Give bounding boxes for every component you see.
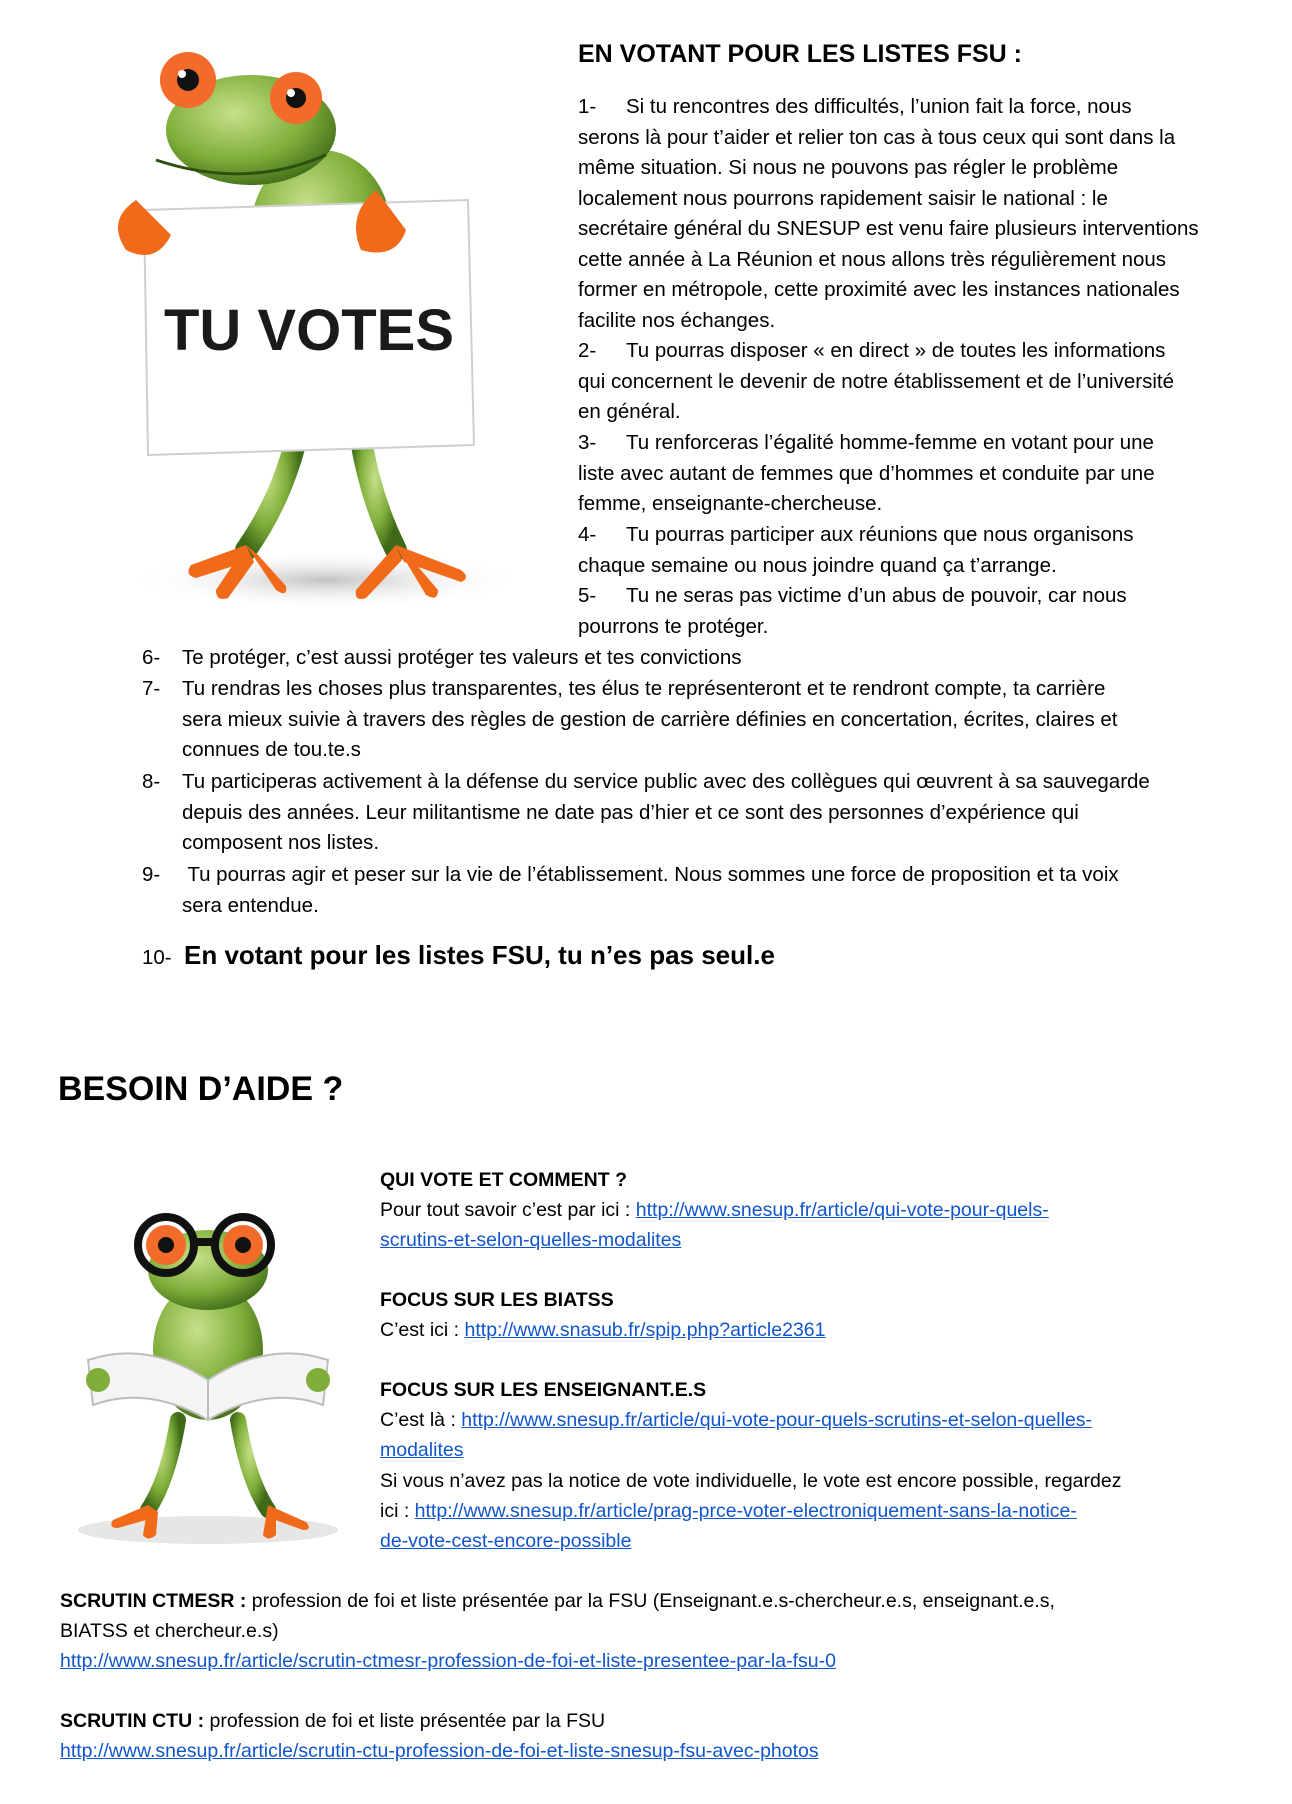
item-line: Si tu rencontres des difficultés, l’union fait la force, nous	[626, 95, 1132, 118]
ctmesr-title: SCRUTIN CTMESR :	[60, 1590, 247, 1612]
sign-text: TU VOTES	[163, 298, 455, 363]
focus-ens-note-line2	[380, 1496, 1077, 1527]
focus-biatss-prefix: C’est ici :	[380, 1319, 465, 1341]
notice-link-part2[interactable]: de-vote-cest-encore-possible	[380, 1530, 632, 1552]
item-line: qui concernent le devenir de notre établissement et de l’université	[578, 369, 1174, 393]
focus-ens-title: FOCUS SUR LES ENSEIGNANT.E.S	[380, 1379, 707, 1401]
ctmesr-line	[60, 1586, 1055, 1617]
list-item	[142, 860, 1119, 891]
list-item	[142, 674, 1105, 705]
ctmesr-text-line2: BIATSS et chercheur.e.s)	[60, 1620, 279, 1642]
qui-vote-prefix: Pour tout savoir c’est par ici :	[380, 1199, 636, 1221]
ctu-text: profession de foi et liste présentée par la FSU	[204, 1710, 606, 1732]
item-line: même situation. Si nous ne pouvons pas régler le problème	[578, 156, 1119, 179]
list-item	[142, 767, 1150, 798]
item-number: 8-	[142, 770, 161, 793]
item-number: 4-	[578, 523, 597, 546]
item-line: secrétaire général du SNESUP est venu faire plusieurs interventions	[578, 217, 1199, 240]
list-item	[578, 428, 1154, 459]
list-item	[142, 643, 741, 674]
focus-ens-note: Si vous n’avez pas la notice de vote individuelle, le vote est encore possible, regardez	[380, 1470, 1122, 1492]
item-line: chaque semaine ou nous joindre quand ça t’arrange.	[578, 553, 1057, 577]
qui-vote-link-part2[interactable]: scrutins-et-selon-quelles-modalites	[380, 1229, 682, 1251]
item-number: 3-	[578, 431, 597, 454]
item-line: sera mieux suivie à travers des règles de gestion de carrière définies en concertation, écrites, claires et	[182, 707, 1118, 731]
item-number: 9-	[142, 863, 161, 886]
item-line: Tu pourras disposer « en direct » de toutes les informations	[626, 339, 1166, 362]
item-number: 5-	[578, 584, 597, 607]
ctu-link[interactable]: http://www.snesup.fr/article/scrutin-ctu-profession-de-foi-et-liste-snesup-fsu-avec-photos	[60, 1740, 819, 1762]
focus-ens-link[interactable]: http://www.snesup.fr/article/qui-vote-pour-quels-scrutins-et-selon-quelles-	[461, 1409, 1093, 1431]
help-heading: BESOIN D’AIDE ?	[58, 1070, 344, 1108]
frog-holding-sign-illustration	[96, 50, 536, 610]
list-item	[578, 520, 1134, 551]
item-line: sera entendue.	[182, 893, 319, 917]
focus-biatss-link[interactable]: http://www.snasub.fr/spip.php?article2361	[464, 1319, 826, 1341]
qui-vote-line	[380, 1195, 1049, 1226]
item-number: 7-	[142, 677, 161, 700]
item-number: 10-	[142, 946, 172, 969]
ctu-title: SCRUTIN CTU :	[60, 1710, 205, 1732]
qui-vote-link[interactable]: http://www.snesup.fr/article/qui-vote-pour-quels-	[635, 1199, 1049, 1221]
focus-ens-prefix: C’est là :	[380, 1409, 462, 1431]
notice-link[interactable]: http://www.snesup.fr/article/prag-prce-voter-electroniquement-sans-la-notice-	[414, 1500, 1077, 1522]
ctu-link-row[interactable]	[60, 1736, 819, 1767]
item-line: pourrons te protéger.	[578, 614, 769, 638]
item-line: depuis des années. Leur militantisme ne date pas d’hier et ce sont des personnes d’expérience qui	[182, 800, 1079, 824]
item-line: cette année à La Réunion et nous allons très régulièrement nous	[578, 247, 1167, 271]
item-line: serons là pour t’aider et relier ton cas à tous ceux qui sont dans la	[578, 125, 1176, 149]
list-item	[578, 92, 1132, 123]
item-line: localement nous pourrons rapidement saisir le national : le	[578, 186, 1108, 210]
focus-ens-note-prefix: ici :	[380, 1500, 415, 1522]
notice-link-continued[interactable]	[380, 1526, 631, 1557]
item-line: Tu ne seras pas victime d’un abus de pouvoir, car nous	[626, 584, 1127, 607]
item-line: connues de tou.te.s	[182, 738, 361, 761]
item-line: former en métropole, cette proximité avec les instances nationales	[578, 278, 1180, 301]
item-line: en général.	[578, 400, 681, 423]
item-line: Tu rendras les choses plus transparentes, tes élus te représenteront et te rendront compte, ta carrière	[182, 677, 1106, 700]
fsu-vote-heading: EN VOTANT POUR LES LISTES FSU :	[578, 40, 1023, 68]
ctu-line	[60, 1706, 605, 1737]
item-number: 1-	[578, 95, 597, 118]
item-number: 6-	[142, 646, 161, 669]
qui-vote-link-continued[interactable]	[380, 1225, 681, 1256]
item-line: facilite nos échanges.	[578, 308, 776, 332]
list-item	[578, 336, 1165, 367]
list-item-10	[142, 940, 775, 971]
ctmesr-link-row[interactable]	[60, 1646, 836, 1677]
item-line: Tu pourras agir et peser sur la vie de l’établissement. Nous sommes une force de proposition et ta voix	[182, 863, 1119, 886]
item-line: Tu participeras activement à la défense du service public avec des collègues qui œuvrent à sa sauvegarde	[182, 770, 1150, 793]
item-line: Tu pourras participer aux réunions que nous organisons	[626, 523, 1134, 546]
focus-ens-link-continued[interactable]	[380, 1435, 463, 1466]
item-line: femme, enseignante-chercheuse.	[578, 492, 883, 515]
ctmesr-text: profession de foi et liste présentée par la FSU (Enseignant.e.s-chercheur.e.s, enseignant.e.s,	[246, 1590, 1055, 1612]
item-10-text: En votant pour les listes FSU, tu n’es pas seul.e	[184, 940, 775, 970]
focus-ens-line	[380, 1405, 1092, 1436]
ctmesr-link[interactable]: http://www.snesup.fr/article/scrutin-ctmesr-profession-de-foi-et-liste-presentee-par-la-fsu-0	[60, 1650, 836, 1672]
focus-biatss-title: FOCUS SUR LES BIATSS	[380, 1289, 614, 1311]
item-line: Te protéger, c’est aussi protéger tes valeurs et tes convictions	[182, 646, 742, 669]
list-item	[578, 581, 1127, 612]
item-line: composent nos listes.	[182, 831, 380, 854]
qui-vote-title: QUI VOTE ET COMMENT ?	[380, 1169, 627, 1191]
focus-ens-link-part2[interactable]: modalites	[380, 1439, 464, 1461]
item-number: 2-	[578, 339, 597, 362]
focus-biatss-line	[380, 1315, 825, 1346]
frog-reading-illustration	[58, 1180, 358, 1550]
item-line: liste avec autant de femmes que d’hommes et conduite par une	[578, 461, 1155, 485]
item-line: Tu renforceras l’égalité homme-femme en votant pour une	[626, 431, 1154, 454]
